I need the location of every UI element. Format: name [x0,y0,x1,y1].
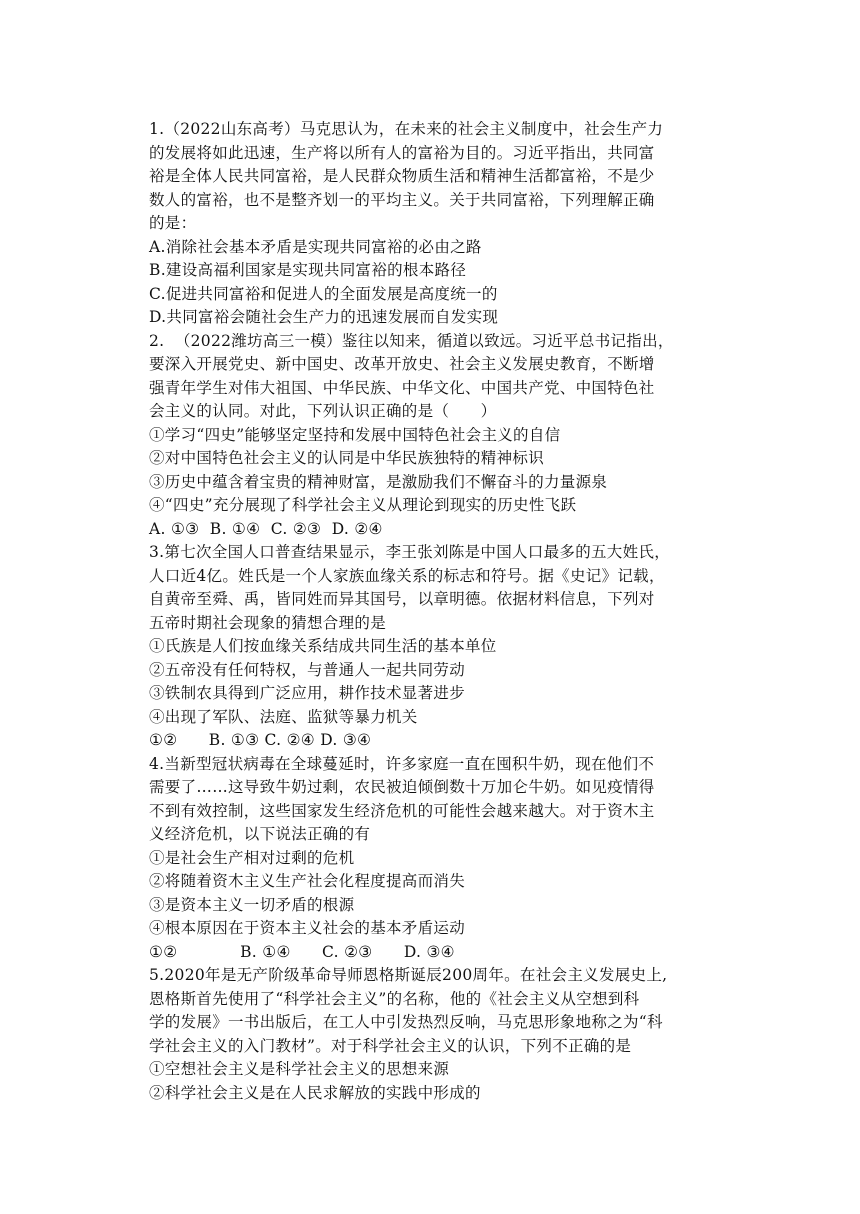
text-line: ①是社会生产相对过剩的危机 [149,848,355,867]
text-line: 学的发展》一书出版后，在工人中引发热烈反响，马克思形象地称之为“科 [149,1013,663,1031]
text-line: 3.第七次全国人口普查结果显示，李王张刘陈是中国人口最多的五大姓氏， [149,543,670,561]
text-line: 恩格斯首先使用了“科学社会主义”的名称，他的《社会主义从空想到科 [149,989,640,1008]
text-line: ④“四史”充分展现了科学社会主义从理论到现实的历史性飞跃 [149,496,577,514]
text-line: 自黄帝至舜、禹，皆同姓而异其国号，以章明德。依据材料信息，下列对 [149,590,655,608]
text-line: 五帝时期社会现象的猜想合理的是 [149,613,387,632]
text-line: 数人的富裕，也不是整齐划一的平均主义。关于共同富裕，下列理解正确 [149,190,655,209]
text-line: 5.2020年是无产阶级革命导师恩格斯诞辰200周年。在社会主义发展史上, [149,966,668,984]
text-line: ②五帝没有任何特权，与普通人一起共同劳动 [149,660,466,679]
text-line: 会主义的认同。对此，下列认识正确的是（ ） [149,402,497,420]
text-line: ④出现了军队、法庭、监狱等暴力机关 [149,707,418,726]
text-line: ②对中国特色社会主义的认同是中华民族独特的精神标识 [149,449,545,467]
text-line: ①② B. ①④ C. ②③ D. ③④ [149,942,455,961]
text-line: 不到有效控制，这些国家发生经济危机的可能性会越来越大。对于资木主 [149,801,655,820]
text-line: ④根本原因在于资本主义社会的基本矛盾运动 [149,919,466,937]
text-line: ①空想社会主义是科学社会主义的思想来源 [149,1060,450,1078]
text-line: ②将随着资木主义生产社会化程度提高而消失 [149,872,466,890]
text-line: 裕是全体人民共同富裕，是人民群众物质生活和精神生活都富裕，不是少 [149,167,655,185]
text-line: 学社会主义的入门教材”。对于科学社会主义的认识，下列不正确的是 [149,1036,632,1055]
text-line: C.促进共同富裕和促进人的全面发展是高度统一的 [149,284,498,303]
text-line: ③是资本主义一切矛盾的根源 [149,895,355,914]
text-line: ②科学社会主义是在人民求解放的实践中形成的 [149,1083,481,1102]
text-line: ①② B. ①③ C. ②④ D. ③④ [149,731,372,749]
text-line: ①学习“四史”能够坚定坚持和发展中国特色社会主义的自信 [149,425,561,444]
document-body [149,118,715,1105]
text-line: 4.当新型冠状病毒在全球蔓延时，许多家庭一直在囤积牛奶，现在他们不 [149,754,655,773]
text-line: A.消除社会基本矛盾是实现共同富裕的必由之路 [149,237,482,256]
text-line: ③历史中蕴含着宝贵的精神财富，是激励我们不懈奋斗的力量源泉 [149,472,608,491]
text-line: 要深入开展党史、新中国史、改革开放史、社会主义发展史教育，不断增 [149,355,655,373]
text-line: 1.（2022山东高考）马克思认为，在未来的社会主义制度中，社会生产力 [149,120,664,138]
text-line: 强青年学生对伟大祖国、中华民族、中华文化、中国共产党、中国特色社 [149,378,655,397]
text-line: ③铁制农具得到广泛应用，耕作技术显著进步 [149,684,466,702]
text-line: ①氏族是人们按血缘关系结成共同生活的基本单位 [149,637,497,655]
text-line: 人口近4亿。姓氏是一个人家族血缘关系的标志和符号。据《史记》记载， [149,566,665,585]
text-line: 义经济危机，以下说法正确的有 [149,825,371,843]
text-line: D.共同富裕会随社会生产力的迅速发展而自发实现 [149,308,499,326]
text-line: 需要了……这导致牛奶过剩，农民被迫倾倒数十万加仑牛奶。如见疫情得 [149,778,655,796]
text-line: A. ①③ B. ①④ C. ②③ D. ②④ [149,519,383,538]
text-line: 2. （2022潍坊高三一模）鉴往以知来，循道以致远。习近平总书记指出， [149,331,674,350]
text-line: B.建设高福利国家是实现共同富裕的根本路径 [149,261,467,279]
text-line: 的是： [149,214,197,232]
text-line: 的发展将如此迅速，生产将以所有人的富裕为目的。习近平指出，共同富 [149,143,655,162]
